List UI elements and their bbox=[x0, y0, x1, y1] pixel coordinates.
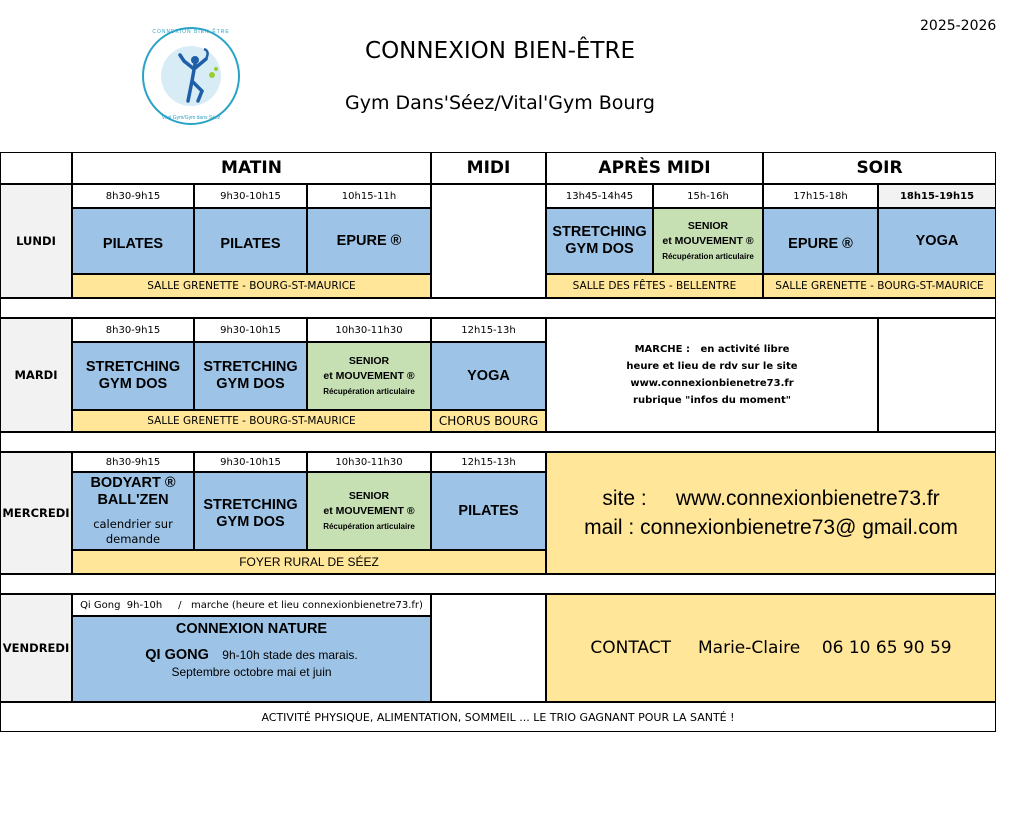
room-label: SALLE DES FÊTES - BELLENTRE bbox=[546, 274, 763, 298]
marche-title-detail: en activité libre bbox=[700, 344, 790, 355]
time-slot: 15h-16h bbox=[653, 184, 763, 208]
activity-epure: EPURE ® bbox=[307, 208, 431, 274]
room-label: SALLE GRENETTE - BOURG-ST-MAURICE bbox=[763, 274, 996, 298]
contact-phone: CONTACT Marie-Claire 06 10 65 90 59 bbox=[546, 594, 996, 702]
activity-stretching-gym-dos bbox=[194, 472, 307, 550]
logo-text-top: CONNEXION BIEN-ÊTRE bbox=[152, 29, 230, 35]
day-vendredi: VENDREDI bbox=[0, 594, 72, 702]
yoga-figure-icon bbox=[140, 25, 242, 127]
activity-note: Récupération articulaire bbox=[323, 386, 415, 396]
activity-line: STRETCHING bbox=[203, 359, 298, 375]
school-year: 2025-2026 bbox=[920, 18, 997, 34]
activity-title: CONNEXION NATURE bbox=[175, 621, 328, 637]
day-lundi: LUNDI bbox=[0, 184, 72, 298]
activity-detail: 9h-10h stade des marais. bbox=[222, 648, 358, 662]
activity-line: GYM DOS bbox=[216, 514, 285, 530]
time-slot: 10h30-11h30 bbox=[307, 318, 431, 342]
footer-slogan: ACTIVITÉ PHYSIQUE, ALIMENTATION, SOMMEIL ... LE TRIO GAGNANT POUR LA SANTÉ ! bbox=[0, 702, 996, 732]
activity-yoga: YOGA bbox=[431, 342, 546, 410]
activity-line: SENIOR bbox=[348, 354, 390, 367]
marche-title-line bbox=[635, 341, 790, 358]
activity-line: GYM DOS bbox=[98, 376, 168, 392]
time-slot: 8h30-9h15 bbox=[72, 452, 194, 472]
room-label: CHORUS BOURG bbox=[431, 410, 546, 432]
time-slot: 9h30-10h15 bbox=[194, 318, 307, 342]
activity-stretching-gym-dos bbox=[194, 342, 307, 410]
time-slot: 9h30-10h15 bbox=[194, 184, 307, 208]
email-link[interactable]: mail : connexionbienetre73@ gmail.com bbox=[584, 516, 958, 539]
page-title: CONNEXION BIEN-ÊTRE bbox=[365, 38, 635, 64]
room-label: SALLE GRENETTE - BOURG-ST-MAURICE bbox=[72, 274, 431, 298]
activity-stretching-gym-dos bbox=[72, 342, 194, 410]
time-slot: 12h15-13h bbox=[431, 318, 546, 342]
activity-line: STRETCHING bbox=[552, 224, 647, 240]
day-mardi: MARDI bbox=[0, 318, 72, 432]
spacer-row bbox=[0, 574, 996, 594]
qigong-info: Qi Gong 9h-10h / marche (heure et lieu connexionbienetre73.fr) bbox=[72, 594, 431, 616]
activity-line: GYM DOS bbox=[565, 241, 634, 257]
empty-cell bbox=[431, 594, 546, 702]
activity-senior-mouvement bbox=[307, 342, 431, 410]
activity-yoga: YOGA bbox=[878, 208, 996, 274]
marche-line: heure et lieu de rdv sur le site www.connexionbienetre73.fr bbox=[626, 361, 798, 389]
activity-connexion-nature bbox=[72, 616, 431, 702]
time-slot: 10h15-11h bbox=[307, 184, 431, 208]
activity-qigong: QI GONG bbox=[145, 647, 209, 663]
activity-stretching-gym-dos bbox=[546, 208, 653, 274]
logo-text-bottom: Vital Gym/Gym dans Séez bbox=[161, 115, 221, 121]
activity-pilates: PILATES bbox=[431, 472, 546, 550]
empty-cell bbox=[878, 318, 996, 432]
activity-line: et MOUVEMENT ® bbox=[323, 504, 415, 517]
activity-bodyart bbox=[72, 472, 194, 550]
time-slot: 10h30-11h30 bbox=[307, 452, 431, 472]
activity-line: STRETCHING bbox=[85, 359, 181, 375]
activity-note: calendrier sur bbox=[93, 517, 173, 531]
time-slot: 9h30-10h15 bbox=[194, 452, 307, 472]
empty-cell bbox=[431, 184, 546, 298]
logo bbox=[140, 25, 242, 127]
marche-info bbox=[546, 318, 878, 432]
room-label: SALLE GRENETTE - BOURG-ST-MAURICE bbox=[72, 410, 431, 432]
activity-note: Récupération articulaire bbox=[662, 251, 754, 261]
activity-senior-mouvement bbox=[307, 472, 431, 550]
activity-line: STRETCHING bbox=[203, 497, 298, 513]
room-label: FOYER RURAL DE SÉEZ bbox=[72, 550, 546, 574]
activity-line: et MOUVEMENT ® bbox=[323, 369, 415, 382]
section-midi: MIDI bbox=[431, 152, 546, 184]
section-matin: MATIN bbox=[72, 152, 431, 184]
activity-epure: EPURE ® bbox=[763, 208, 878, 274]
activity-line: et MOUVEMENT ® bbox=[662, 234, 754, 247]
time-slot: 13h45-14h45 bbox=[546, 184, 653, 208]
activity-line: GYM DOS bbox=[216, 376, 285, 392]
marche-line: rubrique "infos du moment" bbox=[633, 395, 791, 406]
activity-note: Récupération articulaire bbox=[323, 521, 415, 531]
section-apres-midi: APRÈS MIDI bbox=[546, 152, 763, 184]
activity-senior-mouvement bbox=[653, 208, 763, 274]
time-slot: 8h30-9h15 bbox=[72, 318, 194, 342]
activity-note: demande bbox=[105, 532, 161, 546]
time-slot: 12h15-13h bbox=[431, 452, 546, 472]
activity-pilates: PILATES bbox=[194, 208, 307, 274]
time-slot: 17h15-18h bbox=[763, 184, 878, 208]
activity-line: SENIOR bbox=[348, 489, 390, 502]
activity-line: SENIOR bbox=[687, 219, 729, 232]
activity-line: BODYART ® bbox=[90, 475, 176, 491]
corner-cell bbox=[0, 152, 72, 184]
marche-title: MARCHE : bbox=[634, 344, 690, 355]
time-slot: 18h15-19h15 bbox=[878, 184, 996, 208]
qigong-line bbox=[73, 646, 430, 664]
spacer-row bbox=[0, 432, 996, 452]
activity-season: Septembre octobre mai et juin bbox=[171, 665, 332, 679]
section-soir: SOIR bbox=[763, 152, 996, 184]
activity-line: BALL'ZEN bbox=[97, 492, 169, 508]
spacer-row bbox=[0, 298, 996, 318]
contact-web-box bbox=[546, 452, 996, 574]
website-link[interactable]: site : www.connexionbienetre73.fr bbox=[602, 487, 940, 510]
activity-pilates: PILATES bbox=[72, 208, 194, 274]
day-mercredi: MERCREDI bbox=[0, 452, 72, 574]
page-subtitle: Gym Dans'Séez/Vital'Gym Bourg bbox=[345, 92, 655, 114]
time-slot: 8h30-9h15 bbox=[72, 184, 194, 208]
